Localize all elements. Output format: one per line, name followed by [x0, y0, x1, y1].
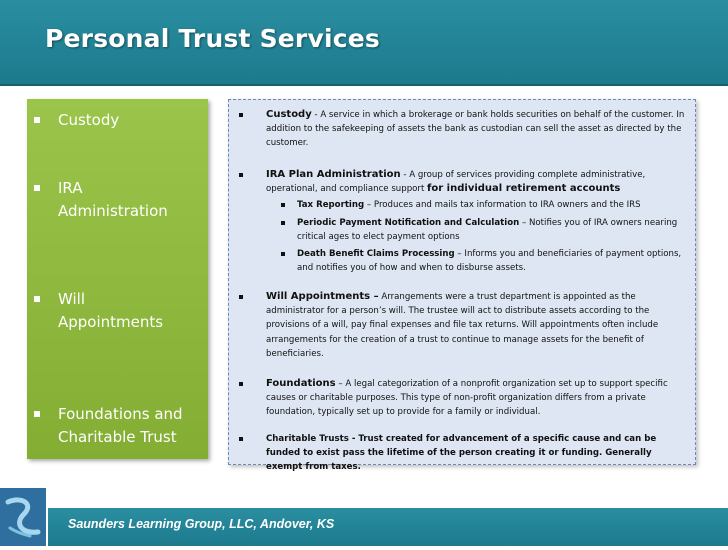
- bullet-icon: [239, 113, 243, 117]
- detail-emphasis: for individual retirement accounts: [427, 183, 621, 195]
- bullet-icon: [239, 437, 243, 441]
- detail-charitable-trusts: [235, 432, 687, 475]
- detail-text: Charitable Trusts - Trust created for advancement of a specific cause and can be funded to exist pass the lifetime of the person creating it or funding. Generally exempt from taxes.: [266, 434, 657, 473]
- sub-item-periodic-payment: [297, 216, 687, 244]
- term-will: Will Appointments –: [266, 291, 379, 302]
- left-item-will-appointments: [34, 288, 206, 334]
- left-item-foundations: [34, 403, 206, 449]
- bullet-icon: [281, 203, 285, 207]
- detail-foundations: [235, 377, 687, 420]
- sub-item-death-benefit: [297, 247, 687, 275]
- sub-term: Tax Reporting: [297, 200, 365, 211]
- sub-text: – Informs you and beneficiaries of payment options, and notifies you of how and when to disburse assets.: [297, 249, 682, 274]
- sub-item-tax-reporting: [297, 198, 687, 212]
- bullet-icon: [34, 411, 40, 417]
- bullet-icon: [281, 252, 285, 256]
- sub-text: – Notifies you of IRA owners nearing critical ages to elect payment options: [297, 217, 678, 242]
- left-item-label: Charitable Trust: [58, 428, 177, 446]
- left-item-custody: [34, 109, 206, 132]
- sub-text: – Produces and mails tax information to IRA owners and the IRS: [364, 200, 641, 211]
- bullet-icon: [239, 173, 243, 177]
- left-item-label: Custody: [58, 111, 120, 129]
- left-summary-panel: [27, 99, 208, 459]
- bullet-icon: [281, 221, 285, 225]
- bullet-icon: [34, 185, 40, 191]
- left-item-label: Will: [58, 290, 86, 308]
- left-item-label: Appointments: [58, 313, 164, 331]
- detail-text: - A group of services providing complete administrative, operational, and compliance support: [266, 170, 646, 195]
- left-item-label: Foundations and: [58, 405, 183, 423]
- left-item-label: Administration: [58, 202, 168, 220]
- term-custody: Custody: [266, 109, 312, 120]
- sub-term: Death Benefit Claims Processing: [297, 249, 455, 260]
- bullet-icon: [239, 382, 243, 386]
- left-item-label: IRA: [58, 179, 83, 197]
- footer-credit: Saunders Learning Group, LLC, Andover, KS: [68, 517, 335, 531]
- page-title: Personal Trust Services: [45, 24, 380, 53]
- term-foundations: Foundations: [266, 378, 336, 389]
- detail-will-appointments: [235, 290, 687, 361]
- sub-term: Periodic Payment Notification and Calculation: [297, 217, 520, 228]
- detail-custody: [235, 108, 687, 151]
- saunders-logo-icon: [0, 488, 46, 546]
- detail-text: - A service in which a brokerage or bank holds securities on behalf of the customer. In addition to the safekeeping of assets the bank as custodian can sell the asset as directed by the customer.: [266, 110, 685, 149]
- bullet-icon: [239, 295, 243, 299]
- detail-ira: [235, 168, 687, 275]
- bullet-icon: [34, 117, 40, 123]
- bullet-icon: [34, 296, 40, 302]
- left-item-ira-administration: [34, 177, 206, 223]
- detail-text: Arrangements were a trust department is appointed as the administrator for a person’s will. The trustee will act to distribute assets according to the provisions of a will, pay final expenses and file tax returns. Will appointments often include arrangements for the creation of a trust to continue to manage assets for the benefit of beneficiaries.: [266, 292, 659, 359]
- detail-text: – A legal categorization of a nonprofit organization set up to support specific causes or charitable purposes. This type of non-profit organization differs from a private foundation, typically set up to provide for a family or individual.: [266, 379, 668, 418]
- right-detail-panel: [228, 99, 696, 473]
- term-ira: IRA Plan Administration: [266, 169, 401, 180]
